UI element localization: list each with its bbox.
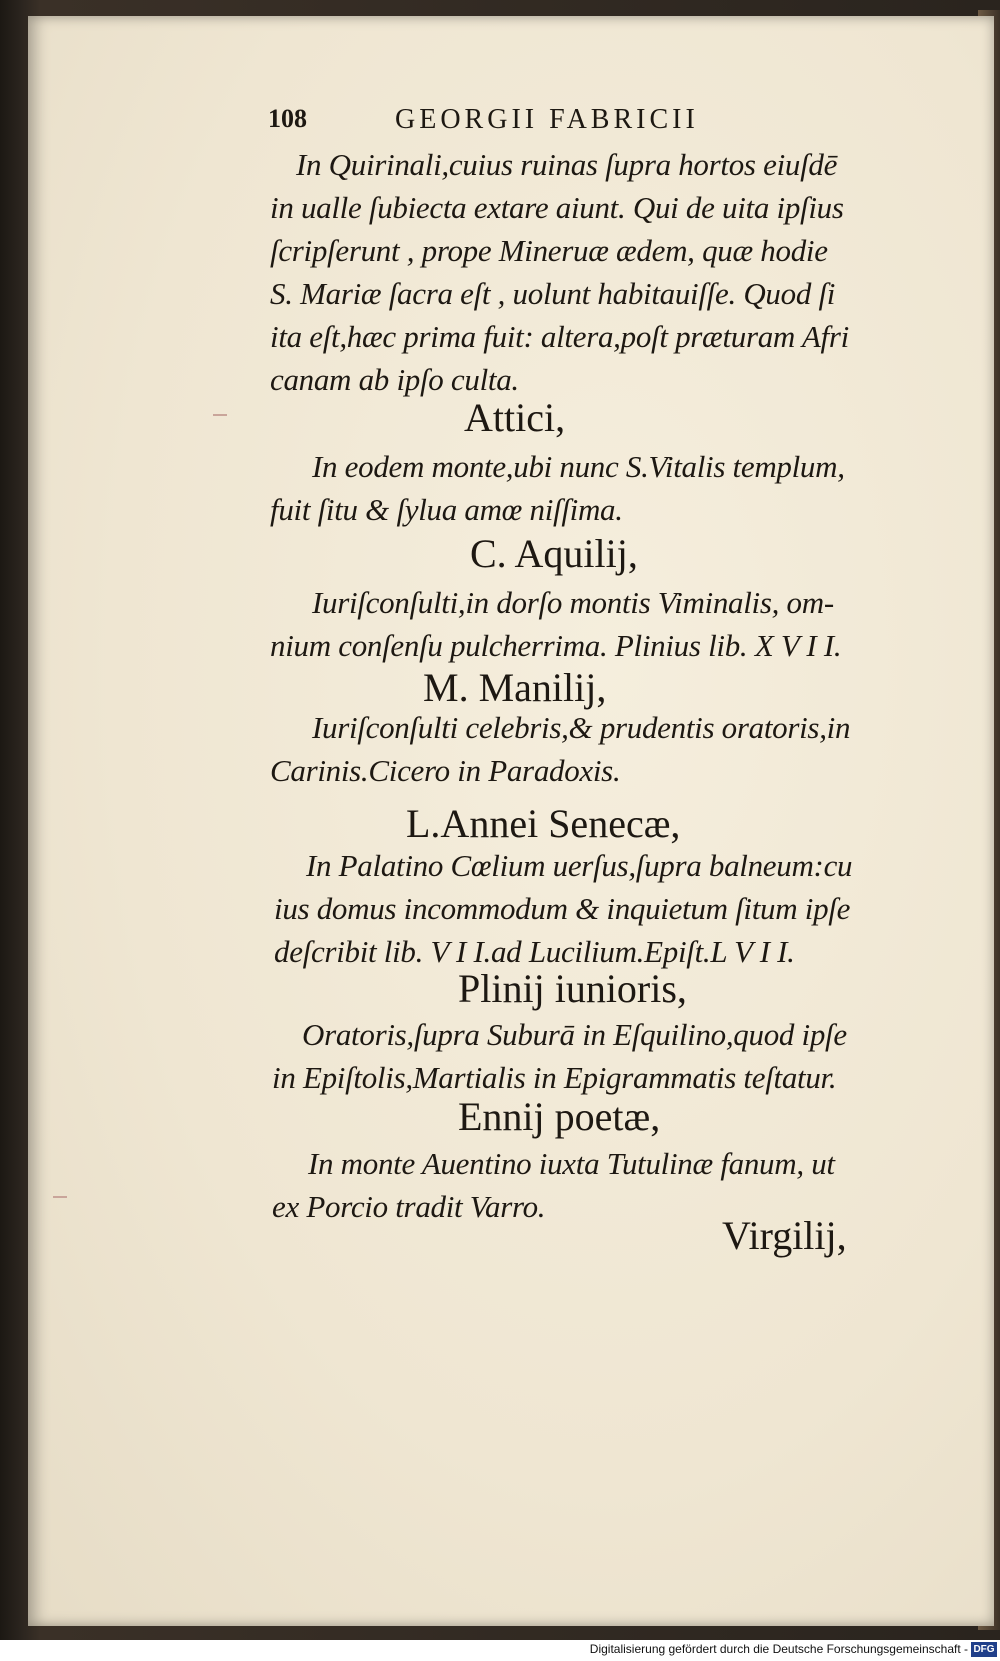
text-line: fuit ſitu & ſylua amœ niſſima. — [270, 492, 623, 527]
section-heading: Attici, — [464, 395, 566, 440]
text-line: In monte Auentino iuxta Tutulinæ fanum, ut — [308, 1146, 835, 1181]
text-line: S. Mariæ ſacra eſt , uolunt habitauiſſe. Quod ſi — [270, 276, 836, 311]
text-line: ex Porcio tradit Varro. — [272, 1189, 546, 1224]
text-line: Carinis.Cicero in Paradoxis. — [270, 753, 621, 788]
margin-mark — [213, 414, 227, 416]
funding-credit: Digitalisierung gefördert durch die Deutsche Forschungsgemeinschaft - — [589, 1642, 968, 1656]
section-heading: Plinij iunioris, — [458, 966, 687, 1011]
text-line: Oratoris,ſupra Suburā in Eſquilino,quod ipſe — [302, 1017, 847, 1052]
section-heading: L.Annei Senecæ, — [406, 801, 681, 846]
text-line: in Epiſtolis,Martialis in Epigrammatis teſtatur. — [272, 1060, 837, 1095]
text-line: In Palatino Cœlium uerſus,ſupra balneum:cu — [306, 848, 853, 883]
catchword: Virgilij, — [722, 1213, 847, 1258]
margin-mark — [53, 1196, 67, 1198]
text-line: Iuriſconſulti,in dorſo montis Viminalis, om- — [312, 585, 834, 620]
text-line: In Quirinali,cuius ruinas ſupra hortos eiuſdē — [296, 147, 838, 182]
running-title: GEORGII FABRICII — [395, 104, 699, 135]
text-line: nium conſenſu pulcherrima. Plinius lib. X V I I. — [270, 628, 842, 663]
section-heading: Ennij poetæ, — [458, 1094, 661, 1139]
text-line: In eodem monte,ubi nunc S.Vitalis templum, — [312, 449, 845, 484]
text-line: canam ab ipſo culta. — [270, 362, 519, 397]
text-line: Iuriſconſulti celebris,& prudentis oratoris,in — [312, 710, 851, 745]
text-line: ſcripſerunt , prope Mineruæ ædem, quæ hodie — [270, 233, 828, 268]
dfg-logo: DFG — [971, 1642, 997, 1657]
text-line: in ualle ſubiecta extare aiunt. Qui de uita ipſius — [270, 190, 844, 225]
text-line: ius domus incommodum & inquietum ſitum ipſe — [274, 891, 851, 926]
section-heading: M. Manilij, — [423, 665, 607, 710]
section-heading: C. Aquilij, — [470, 531, 638, 576]
page-number: 108 — [268, 104, 307, 133]
text-line: deſcribit lib. V I I.ad Lucilium.Epiſt.L V I I. — [274, 934, 795, 969]
footer-bar — [0, 1640, 1000, 1661]
text-line: ita eſt,hæc prima fuit: altera,poſt præturam Afri — [270, 319, 849, 354]
